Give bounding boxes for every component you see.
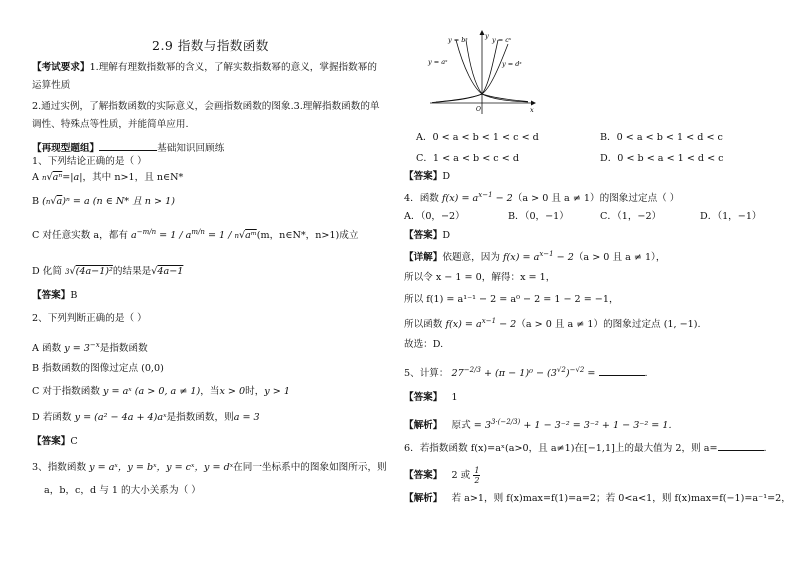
page-title: 2.9 指数与指数函数 [152,38,269,53]
q2-answer-value: C [70,436,78,447]
q6-answer-blank[interactable] [718,441,764,451]
q4-text: 4．函数 [404,193,439,205]
q2-a-post: 是指数函数 [99,343,148,355]
q1-d-mid: 的结果是 [112,266,152,277]
q3-option-b: B．0 < a < b < 1 < d < c [600,132,723,143]
graph-label-d: y = dˣ [502,60,522,68]
question-3 [32,462,387,474]
section-label: 【再现型题组】 [32,143,100,154]
section-blank [99,141,157,151]
q1-option-d [32,266,183,278]
question-6: 6．若指数函数 f(x)=aˣ(a>0，且 a≠1)在[−1,1]上的最大值为 2，则 a= . [404,443,767,454]
q3-formula: y = aˣ，y = bˣ，y = cˣ，y = dˣ [89,462,234,473]
q2-answer [32,436,78,448]
q1-d-text: D 化简 [32,266,62,277]
graph-label-a: y = aˣ [428,58,448,66]
q4-option-d: D．（1，−1） [700,211,762,222]
q4-formula: $f(x) = a^{x-1} - 2$ [441,191,513,205]
section-header [32,141,224,155]
q1-d-formula-1: 3√(4a−1)² [65,266,113,277]
q2-c-formula-2: x > 0 [219,386,246,397]
graph-label-c: y = cˣ [492,36,512,44]
q1-option-c [32,228,359,242]
detail-label: 【详解】 [404,252,443,264]
q4-d4-post: （a > 0 且 a ≠ 1）的图象过定点 (1, −1). [516,319,701,331]
question-3-line-2: a，b，c，d 与 1 的大小关系为（ ） [44,485,201,496]
q5-answer-value: 1 [451,392,458,403]
q6-answer-text: 2 或 [451,470,471,481]
answer-label: 【答案】 [404,171,443,182]
q2-d-mid: 是指数函数，则 [166,412,234,423]
analysis-label: 【解析】 [404,420,443,432]
q1-answer-value: B [70,290,78,301]
q4-answer [404,230,450,242]
answer-label: 【答案】 [404,392,443,403]
q1-option-b [32,196,175,208]
question-2: 2、下列判断正确的是（ ） [32,313,147,324]
q1-c-text: C 对任意实数 a，都有 [32,230,128,242]
q5-formula: $27^{-2/3} + (\pi - 1)^0 - (3^{√2})^{-√2}$ = [451,366,596,380]
q6-analysis [404,493,791,505]
q4-detail-5: 故选：D. [404,339,444,350]
q5-analysis-formula: $3^{3\cdot(-2/3)}$ [484,418,521,432]
answer-label: 【答案】 [32,290,71,301]
answer-label: 【答案】 [404,230,443,241]
exam-requirement-text-1a: 1.理解有理数指数幂的含义，了解实数指数幂的意义，掌握指数幂的 [89,62,377,73]
exam-requirement-line-4: 调性、特殊点等性质，并能简单应用. [32,119,189,130]
exam-requirement-label: 【考试要求】 [32,62,90,73]
q2-option-c [32,386,290,398]
q1-a-formula: n√aⁿ=|a| [42,172,83,183]
q2-c-formula-3: y > 1 [264,386,290,397]
q2-c-text: C 对于指数函数 [32,386,100,397]
q2-c-mid: ，当 [200,386,220,397]
q5-text: 5、计算： [404,368,449,380]
q3-answer [404,171,450,183]
graph-axis-x: x [530,106,534,114]
graph-origin: O [476,106,481,113]
q3-option-a: A．0 < a < b < 1 < c < d [416,132,539,143]
section-text: 基础知识回顾练 [157,143,225,154]
q4-detail-4 [404,317,701,331]
q4-detail-2: 所以令 x − 1 = 0，解得：x = 1， [404,272,556,283]
q4-d1-formula: $f(x) = a^{x-1} - 2$ [503,250,574,264]
q4-option-a: A．（0，−2） [404,211,465,222]
q4-d4-formula: $f(x) = a^{x-1} - 2$ [445,317,517,331]
q1-option-a [32,172,183,184]
answer-label: 【答案】 [32,436,71,447]
q3-mid: 在同一坐标系中的图象如图所示，则 [233,462,387,473]
q2-option-a [32,341,148,355]
q4-option-c: C．（1，−2） [600,211,662,222]
graph-axis-y: y [485,32,489,40]
q3-text: 3、指数函数 [32,462,87,473]
q3-answer-value: D [442,171,451,182]
q4-mid: （a > 0 且 a ≠ 1）的图象过定点（ ） [512,193,680,205]
question-1: 1、下列结论正确的是（ ） [32,156,147,167]
q2-c-post: 时， [245,386,265,397]
q6-analysis-text: 若 a>1，则 f(x)max=f(1)=a=2；若 0<a<1，则 f(x)max=f(−1)=a⁻¹=2， [451,493,791,504]
q4-answer-value: D [442,230,451,241]
q2-c-formula-1: y = aˣ (a > 0, a ≠ 1) [103,386,201,397]
q4-detail-1 [404,250,665,264]
q2-option-b: B 指数函数的图像过定点 (0,0) [32,363,164,374]
analysis-label: 【解析】 [404,493,443,504]
q2-option-d [32,412,260,424]
q5-answer [404,392,458,404]
q4-d1-text: 依题意，因为 [442,252,500,264]
q3-option-d: D．0 < b < a < 1 < d < c [600,153,724,164]
exponential-graph [426,28,538,116]
q5-answer-blank[interactable] [599,366,645,376]
q3-option-c: C．1 < a < b < c < d [416,153,519,164]
q5-analysis-text: 原式 = [451,420,482,432]
q1-a-text: ，其中 n>1，且 n∈N* [82,172,184,183]
q1-a-letter: A [32,172,39,183]
q1-b-formula: (n√a)ⁿ = a (n ∈ N* 且 n > 1) [42,196,175,207]
q5-analysis-post: + 1 − 3⁻² = 3⁻² + 1 − 3⁻² = 1. [523,420,672,432]
q2-a-text: A 函数 [32,343,62,355]
exam-requirement-line-3: 2.通过实例，了解指数函数的实际意义，会画指数函数的图象.3.理解指数函数的单 [32,101,380,112]
q1-c-formula: $a^{-m/n} = 1 / a^{m/n} = 1$ / n√aᵐ [130,228,257,242]
exam-requirement-line-1 [32,62,377,74]
q6-answer [404,466,480,485]
exam-requirement-line-2: 运算性质 [32,80,71,91]
question-4 [404,191,679,205]
answer-label: 【答案】 [404,470,443,481]
graph-label-b: y = bˣ [448,36,468,44]
q6-answer-fraction: 1 2 [474,466,480,485]
q2-a-formula: $y = 3^{-x}$ [64,341,100,355]
q4-d1-post: （a > 0 且 a ≠ 1）， [573,252,666,264]
q4-d4-text: 所以函数 [404,319,443,331]
q1-c-post: (m，n∈N*，n>1)成立 [256,230,359,242]
q1-d-formula-2: √4a−1 [151,266,184,277]
q4-option-b: B．（0，−1） [508,211,569,222]
question-5: 5、计算： $27^{-2/3} + (\pi - 1)^0 - (3^{√2})^{-√2}$ = . [404,366,648,380]
q2-d-formula-2: a = 3 [233,412,260,423]
q2-d-text: D 若函数 [32,412,72,423]
q4-detail-3: 所以 f(1) = a¹⁻¹ − 2 = a⁰ − 2 = 1 − 2 = −1， [404,294,619,305]
q6-text: 6．若指数函数 f(x)=aˣ(a>0，且 a≠1)在[−1,1]上的最大值为 2，则 a= [404,443,718,454]
q1-b-letter: B [32,196,40,207]
q2-d-formula-1: y = (a² − 4a + 4)aˣ [74,412,167,423]
q1-answer [32,290,77,302]
q5-analysis [404,418,672,432]
